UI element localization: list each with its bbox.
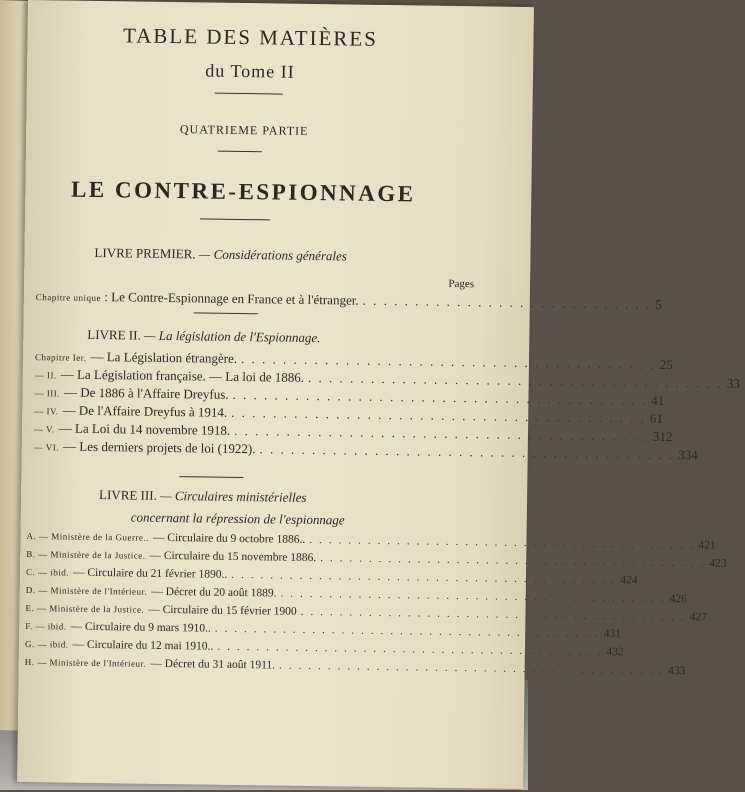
chapter-prefix: Chapitre unique (35, 292, 102, 304)
entry-prefix: F. — ibid. (25, 621, 67, 632)
book3-subtitle-line2: concernant la répression de l'espionnage (130, 509, 345, 528)
section-headline: LE CONTRE-ESPIONNAGE (70, 176, 416, 207)
book1-heading (94, 245, 347, 265)
entry-label: — De l'Affaire Dreyfus à 1914. (62, 402, 228, 420)
divider (194, 312, 258, 314)
toc-entry: Chapitre unique : Le Contre-Espionnage en France et à l'étranger. . . . . . . . . . . . . . . . . . . . . . . . . . . . . 5 (35, 289, 662, 312)
entry-prefix: E. — Ministère de la Justice. (25, 603, 145, 615)
entry-page: 25 (659, 356, 673, 373)
entry-label: — La Législation française. — La loi de 1886. (60, 366, 305, 385)
entry-prefix: — V. (33, 424, 55, 435)
entry-prefix: — II. (34, 370, 57, 381)
book2-title: LIVRE II. (87, 326, 141, 343)
entry-label: — Circulaire du 12 mai 1910.. (72, 638, 214, 653)
entry-label: — La Loi du 14 novembre 1918. (58, 420, 231, 438)
book3-title: LIVRE III. (98, 487, 157, 503)
divider (179, 476, 243, 478)
toc-entry: G. — ibid. — Circulaire du 12 mai 1910.. . . . . . . . . . . . . . . . . . . . . . . . . . . . . . . . . . . . . . . . . 432 (24, 638, 624, 659)
toc-entry: — III. — De 1886 à l'Affaire Dreyfus. . . . . . . . . . . . . . . . . . . . . . . . . . . . . . . . . . . . . . . . . 41 (34, 384, 665, 408)
entry-label: — Circulaire du 9 mars 1910.. (70, 620, 211, 635)
entry-prefix: — VI. (33, 442, 60, 453)
toc-entry: F. — ibid. — Circulaire du 9 mars 1910.. . . . . . . . . . . . . . . . . . . . . . . . . . . . . . . . . . . . . . . . . 431 (25, 620, 622, 641)
entry-page: 433 (668, 665, 686, 678)
entry-label: — La Législation étrangère. (90, 348, 238, 366)
toc-entry: B. — Ministère de la Justice. — Circulaire du 15 novembre 1886. . . . . . . . . . . . . . . . . . . . . . . . . . . . . . . . . . . . . . . . . 423 (26, 549, 727, 570)
entry-page: 312 (652, 428, 673, 445)
divider (218, 151, 262, 153)
entry-page: 427 (689, 611, 708, 624)
volume-subtitle: du Tome II (205, 60, 295, 82)
toc-entry: C. — ibid. — Circulaire du 21 février 1890.. . . . . . . . . . . . . . . . . . . . . . . . . . . . . . . . . . . . . . . . . 424 (25, 566, 638, 587)
toc-entry: — V. — La Loi du 14 novembre 1918. . . . . . . . . . . . . . . . . . . . . . . . . . . . . . . . . . . . . . . . . 312 (33, 420, 673, 445)
entry-prefix: B. — Ministère de la Justice. (26, 549, 146, 561)
page-title: TABLE DES MATIÈRES (122, 23, 379, 51)
entry-prefix: A. — Ministère de la Guerre.. (26, 531, 150, 543)
toc-entry: E. — Ministère de la Justice. — Circulaire du 15 février 1900 . . . . . . . . . . . . . . . . . . . . . . . . . . . . . . . . . . . . . . . . 427 (25, 603, 708, 624)
entry-page: 5 (655, 296, 662, 312)
book1-subtitle: — Considérations générales (198, 246, 347, 264)
book3-subtitle: — Circulaires ministérielles (160, 487, 307, 505)
entry-prefix: — IV. (34, 406, 59, 417)
entry-label: — Circulaire du 15 février 1900 (148, 603, 297, 618)
toc-entry: — VI. — Les derniers projets de loi (1922). . . . . . . . . . . . . . . . . . . . . . . . . . . . . . . . . . . . . . . . . 334 (33, 438, 698, 463)
entry-page: 421 (698, 539, 716, 552)
entry-page: 426 (669, 593, 687, 606)
entry-page: 431 (603, 628, 622, 641)
book1-title: LIVRE PREMIER. (94, 244, 196, 262)
entry-label: — Circulaire du 15 novembre 1886. (149, 549, 317, 565)
entry-label: — Décret du 31 août 1911. (150, 657, 276, 672)
entry-label: : Le Contre-Espionnage en France et à l'étranger. (104, 289, 359, 308)
toc-entry: A. — Ministère de la Guerre.. — Circulaire du 9 octobre 1886.. . . . . . . . . . . . . . . . . . . . . . . . . . . . . . . . . . . . . . . . . 421 (26, 531, 716, 552)
divider (200, 218, 270, 220)
book3-heading (99, 487, 307, 506)
entry-prefix: G. — ibid. (24, 639, 69, 650)
entry-label: — Les derniers projets de loi (1922). (63, 438, 256, 457)
entry-page: 424 (620, 574, 638, 587)
toc-entry: Chapitre Ier. — La Législation étrangère. . . . . . . . . . . . . . . . . . . . . . . . . . . . . . . . . . . . . . . . . 25 (34, 348, 673, 373)
toc-entry: — II. — La Législation française. — La loi de 1886. . . . . . . . . . . . . . . . . . . . . . . . . . . . . . . . . . . . . . . . . 33 (34, 366, 740, 391)
entry-label: — Circulaire du 21 février 1890.. (72, 566, 228, 581)
entry-page: 61 (649, 410, 663, 426)
entry-label: — De 1886 à l'Affaire Dreyfus. (63, 384, 229, 402)
entry-page: 41 (651, 392, 665, 408)
toc-entry: H. — Ministère de l'Intérieur. — Décret du 31 août 1911. . . . . . . . . . . . . . . . . . . . . . . . . . . . . . . . . . . . . . . . . 433 (24, 657, 686, 678)
entry-page: 423 (709, 557, 727, 570)
book2-heading (87, 327, 320, 346)
pages-column-header: Pages (448, 277, 475, 291)
entry-label: — Circulaire du 9 octobre 1886.. (152, 531, 306, 546)
divider (215, 93, 283, 95)
toc-entry: D. — Ministère de l'Intérieur. — Décret du 20 août 1889. . . . . . . . . . . . . . . . . . . . . . . . . . . . . . . . . . . . . . . . . 426 (25, 585, 687, 606)
book-page (17, 0, 740, 789)
entry-prefix: C. — ibid. (25, 567, 70, 578)
entry-page: 33 (726, 375, 740, 391)
entry-prefix: H. — Ministère de l'Intérieur. (24, 657, 147, 669)
entry-page: 432 (606, 646, 624, 659)
book2-subtitle: — La législation de l'Espionnage. (143, 327, 321, 346)
entry-prefix: — III. (34, 388, 61, 399)
entry-prefix: Chapitre Ier. (34, 352, 87, 363)
entry-page: 334 (678, 447, 698, 463)
part-heading: QUATRIEME PARTIE (179, 122, 309, 138)
toc-entry: — IV. — De l'Affaire Dreyfus à 1914. . . . . . . . . . . . . . . . . . . . . . . . . . . . . . . . . . . . . . . . . 61 (34, 402, 663, 426)
entry-prefix: D. — Ministère de l'Intérieur. (25, 585, 148, 597)
entry-label: — Décret du 20 août 1889. (151, 585, 277, 600)
